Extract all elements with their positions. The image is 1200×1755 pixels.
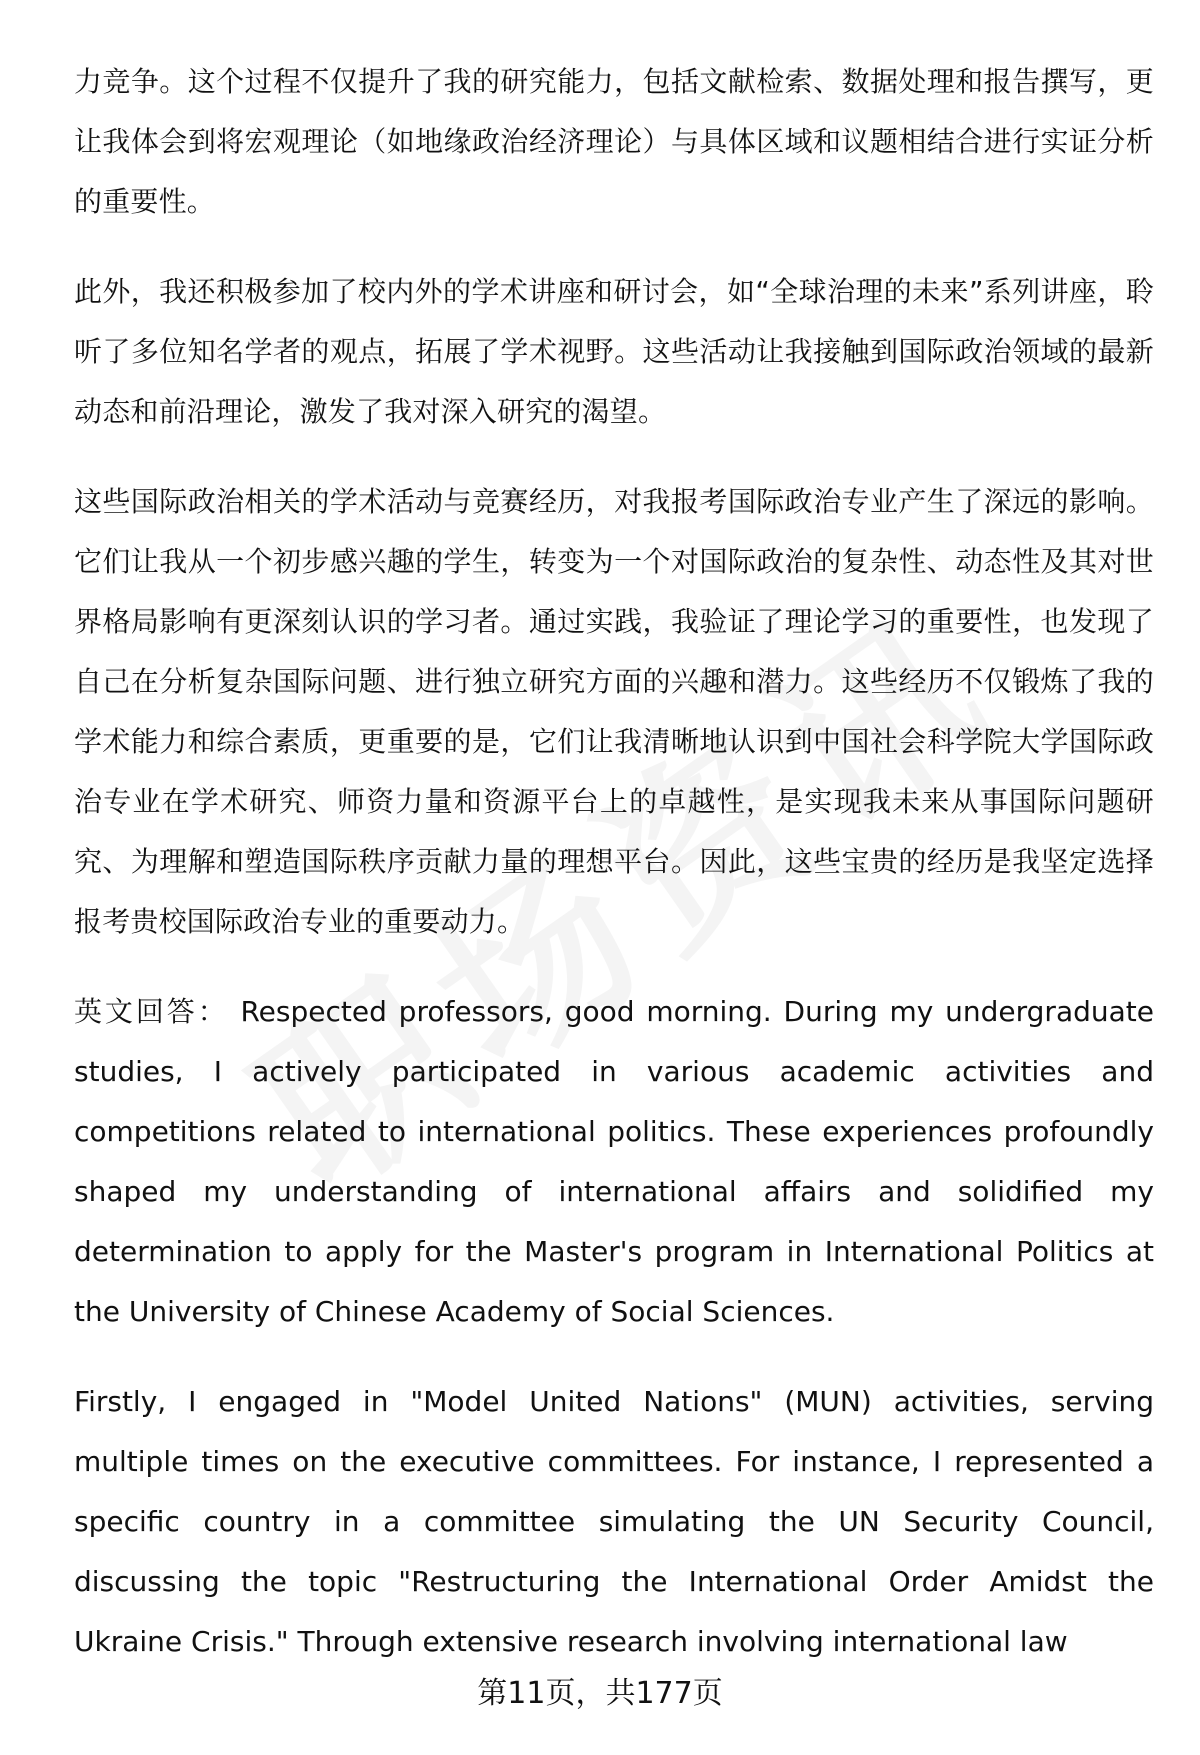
paragraph-2: 此外，我还积极参加了校内外的学术讲座和研讨会，如“全球治理的未来”系列讲座，聆听了多位知名学者的观点，拓展了学术视野。这些活动让我接触到国际政治领域的最新动态和前沿理论，激发了我对深入研究的渴望。 <box>74 275 1154 428</box>
paragraph-1: 力竞争。这个过程不仅提升了我的研究能力，包括文献检索、数据处理和报告撰写，更让我体会到将宏观理论（如地缘政治经济理论）与具体区域和议题相结合进行实证分析的重要性。 <box>74 65 1154 218</box>
paragraph-3: 这些国际政治相关的学术活动与竞赛经历，对我报考国际政治专业产生了深远的影响。它们让我从一个初步感兴趣的学生，转变为一个对国际政治的复杂性、动态性及其对世界格局影响有更深刻认识的学习者。通过实践，我验证了理论学习的重要性，也发现了自己在分析复杂国际问题、进行独立研究方面的兴趣和潜力。这些经历不仅锻炼了我的学术能力和综合素质，更重要的是，它们让我清晰地认识到中国社会科学院大学国际政治专业在学术研究、师资力量和资源平台上的卓越性，是实现我未来从事国际问题研究、为理解和塑造国际秩序贡献力量的理想平台。因此，这些宝贵的经历是我坚定选择报考贵校国际政治专业的重要动力。 <box>74 485 1154 938</box>
document-body <box>74 52 1154 1702</box>
paragraph-5: Firstly, I engaged in "Model United Nations" (MUN) activities, serving multiple times on the executive committees. For instance, I represented a specific country in a committee simulating the UN Security Council, discussing the topic "Restructuring the International Order Amidst the Ukraine Crisis." Through extensive research involving international law <box>74 1385 1154 1658</box>
page-number: 第11页，共177页 <box>477 1676 723 1711</box>
paragraph-4: 英文回答： Respected professors, good morning. During my undergraduate studies, I actively participated in various academic activities and competitions related to international politics. These experiences profoundly shaped my understanding of international affairs and solidified my determination to apply for the Master's program in International Politics at the University of Chinese Academy of Social Sciences. <box>74 995 1154 1328</box>
